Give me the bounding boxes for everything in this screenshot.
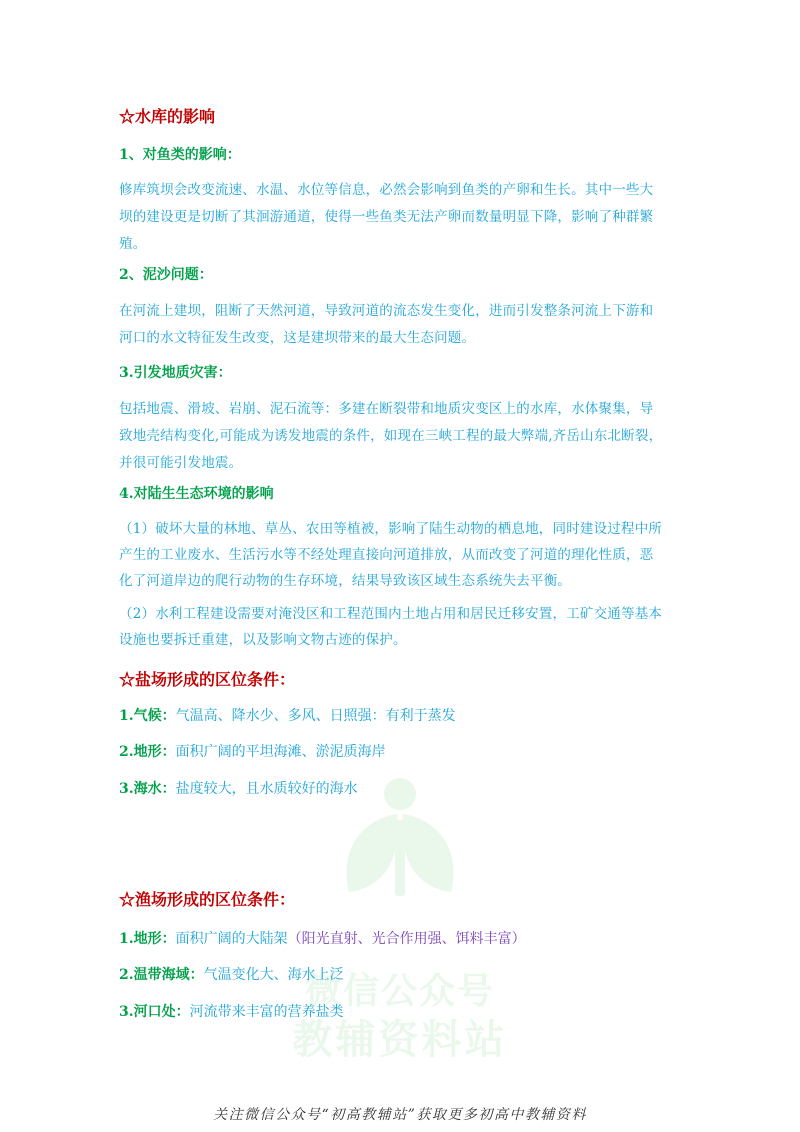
condition-item-seawater	[119, 779, 689, 799]
paragraph-terrestrial-ecology-1	[119, 516, 689, 594]
footer-note: 关注微信公众号“初高教辅站”获取更多初高中教辅资料	[213, 1107, 587, 1123]
condition-item-temperate-waters	[119, 965, 689, 985]
paragraph-line: （1）破坏大量的林地、草丛、农田等植被，影响了陆生动物的栖息地，同时建设过程中所	[119, 521, 663, 537]
watermark-line-1: 微信公众号	[304, 971, 495, 1012]
paragraph-line: 产生的工业废水、生活污水等不经处理直接向河道排放，从而改变了河道的理化性质，恶	[119, 547, 654, 563]
condition-label: 3.河口处：	[119, 1004, 190, 1020]
condition-text: 面积广阔的大陆架	[175, 931, 288, 947]
condition-text: 面积广阔的平坦海滩、淤泥质海岸	[175, 744, 386, 760]
condition-text: 盐度较大，且水质较好的海水	[175, 781, 358, 797]
condition-text: 河流带来丰富的营养盐类	[189, 1004, 344, 1020]
paragraph-terrestrial-ecology-2	[119, 601, 689, 653]
condition-label: 2.地形：	[119, 744, 176, 760]
section-heading-fishing-ground: ☆渔场形成的区位条件：	[119, 890, 296, 909]
paragraph-line: 并很可能引发地震。	[119, 455, 243, 471]
paragraph-line: 在河流上建坝，阻断了天然河道，导致河道的流态发生变化，进而引发整条河流上下游和	[119, 303, 654, 319]
condition-label: 1.地形：	[119, 931, 176, 947]
condition-item-terrain	[119, 742, 689, 762]
paragraph-line: 河口的水文特征发生改变，这是建坝带来的最大生态问题。	[119, 330, 476, 346]
condition-text: 气温高、降水少、多风、日照强：有利于蒸发	[175, 708, 456, 724]
condition-item-river-mouth	[119, 1002, 689, 1022]
paragraph-line: 包括地震、滑坡、岩崩、泥石流等：多建在断裂带和地质灾变区上的水库，水体聚集，导	[119, 401, 654, 417]
paragraph-fish-impact	[119, 177, 689, 258]
paragraph-line: 化了河道岸边的爬行动物的生存环境，结果导致该区域生态系统失去平衡。	[119, 573, 572, 589]
paragraph-geologic-hazards	[119, 396, 689, 477]
paragraph-line: 致地壳结构变化,可能成为诱发地震的条件，如现在三峡工程的最大弊端,齐岳山东北断裂，	[119, 428, 663, 444]
condition-item-continental-shelf	[119, 929, 689, 949]
watermark-line-2: 教辅资料站	[292, 1017, 508, 1063]
subheading-fish-impact: 1、对鱼类的影响：	[119, 147, 241, 163]
condition-extra: （阳光直射、光合作用强、饵料丰富）	[287, 931, 526, 947]
condition-label: 2.温带海域：	[119, 967, 204, 983]
subheading-geologic-hazards: 3.引发地质灾害：	[119, 365, 232, 381]
section-heading-reservoir-impact: ☆水库的影响	[119, 107, 216, 126]
section-heading-salt-field: ☆盐场形成的区位条件：	[119, 670, 296, 689]
paragraph-line: 殖。	[119, 236, 147, 252]
condition-text: 气温变化大、海水上泛	[203, 967, 344, 983]
paragraph-line: （2）水利工程建设需要对淹没区和工程范围内土地占用和居民迁移安置，工矿交通等基本	[119, 606, 663, 622]
condition-label: 1.气候：	[119, 708, 176, 724]
paragraph-line: 修库筑坝会改变流速、水温、水位等信息，必然会影响到鱼类的产卵和生长。其中一些大	[119, 182, 654, 198]
subheading-terrestrial-ecology: 4.对陆生生态环境的影响	[119, 486, 274, 502]
condition-item-climate	[119, 706, 689, 726]
paragraph-line: 坝的建设更是切断了其洄游通道，使得一些鱼类无法产卵而数量明显下降，影响了种群繁	[119, 209, 654, 225]
paragraph-sediment	[119, 298, 689, 352]
paragraph-line: 设施也要拆迁重建，以及影响文物古迹的保护。	[119, 632, 407, 648]
condition-label: 3.海水：	[119, 781, 176, 797]
subheading-sediment: 2、泥沙问题：	[119, 267, 213, 283]
